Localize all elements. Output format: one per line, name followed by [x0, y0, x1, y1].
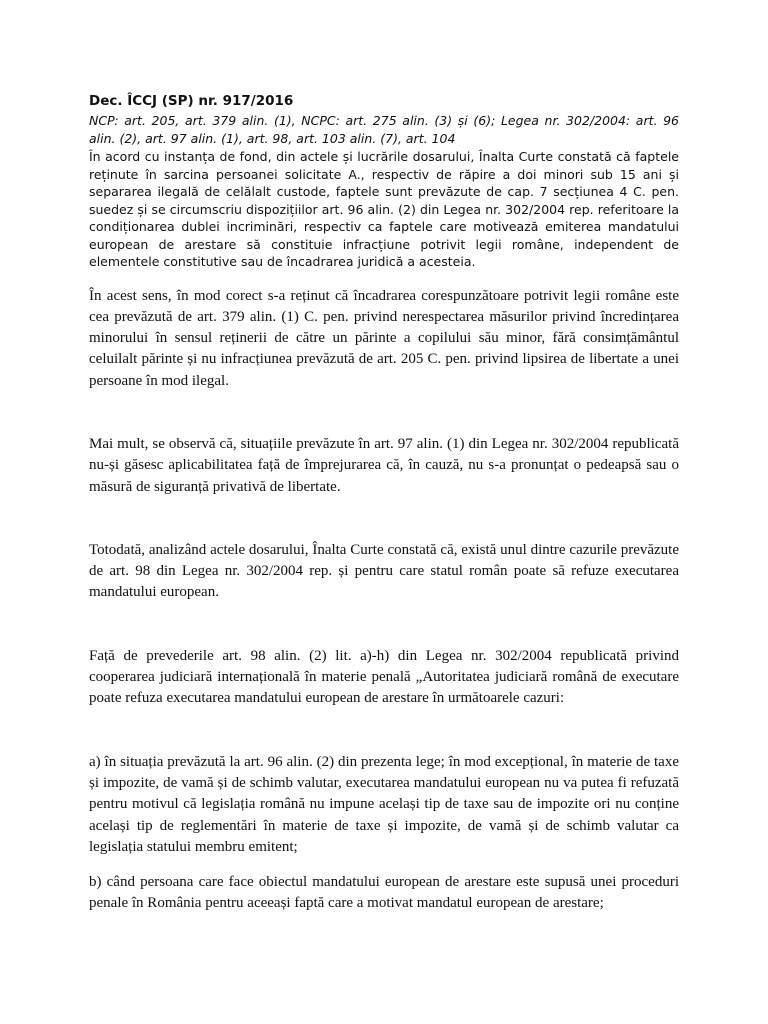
paragraph-refusal-grounds: Față de prevederile art. 98 alin. (2) lit. a)-h) din Legea nr. 302/2004 republicată privind cooperarea judiciară internațională în materie penală „Autoritatea judiciară română de executare poate refuza executarea mandatului european de arestare în următoarele cazuri: — [89, 647, 679, 707]
document-page — [89, 92, 679, 915]
paragraph-classification: În acest sens, în mod corect s-a reținut că încadrarea corespunzătoare potrivit legii române este cea prevăzută de art. 379 alin. (1) C. pen. privind nerespectarea măsurilor privind încredințarea minorului în sensul reținerii de către un părinte a copilului său minor, fără consimțământul celuilalt părinte și nu infracțiunea prevăzută de art. 205 C. pen. privind lipsirea de libertate a unei persoane în mod ilegal. — [89, 287, 679, 389]
document-title: Dec. ÎCCJ (SP) nr. 917/2016 — [89, 93, 294, 109]
legal-references: NCP: art. 205, art. 379 alin. (1), NCPC: art. 275 alin. (3) și (6); Legea nr. 302/2004: art. 96 alin. (2), art. 97 alin. (1), art. 98, art. 103 alin. (7), art. 104 — [89, 113, 679, 146]
paragraph-intro: În acord cu instanța de fond, din actele și lucrările dosarului, Înalta Curte constată că faptele reținute în sarcina persoanei solicitate A., respectiv de răpire a doi minori sub 15 ani și separarea ilegală de celălalt custode, faptele sunt prevăzute de cap. 7 secțiunea 4 C. pen. suedez și se circumscriu dispozițiilor art. 96 alin. (2) din Legea nr. 302/2004 rep. referitoare la condiționarea dublei incriminări, respectiv ca faptele care motivează emiterea mandatului european de arestare să constituie infracțiune potrivit legii române, independent de elementele constitutive sau de încadrarea juridică a acesteia. — [89, 149, 679, 269]
list-item-a: a) în situația prevăzută la art. 96 alin. (2) din prezenta lege; în mod excepțional, în materie de taxe și impozite, de vamă și de schimb valutar, executarea mandatului european nu va putea fi refuzată pentru motivul că legislația română nu impune același tip de taxe sau de impozite ori nu conține același tip de reglementări în materie de taxe și impozite, de vamă și de schimb valutar ca legislația statului membru emitent; — [89, 753, 679, 855]
list-item-b: b) când persoana care face obiectul mandatului european de arestare este supusă unei proceduri penale în România pentru aceeași faptă care a motivat mandatul european de arestare; — [89, 874, 679, 912]
paragraph-article-98: Totodată, analizând actele dosarului, Înalta Curte constată că, există unul dintre cazurile prevăzute de art. 98 din Legea nr. 302/2004 rep. și pentru care statul român poate să refuze executarea mandatului european. — [89, 541, 679, 601]
paragraph-article-97: Mai mult, se observă că, situațiile prevăzute în art. 97 alin. (1) din Legea nr. 302/2004 republicată nu-și găsesc aplicabilitatea față de împrejurarea că, în cauză, nu s-a pronunțat o pedeapsă sau o măsură de siguranță privativă de libertate. — [89, 435, 679, 495]
